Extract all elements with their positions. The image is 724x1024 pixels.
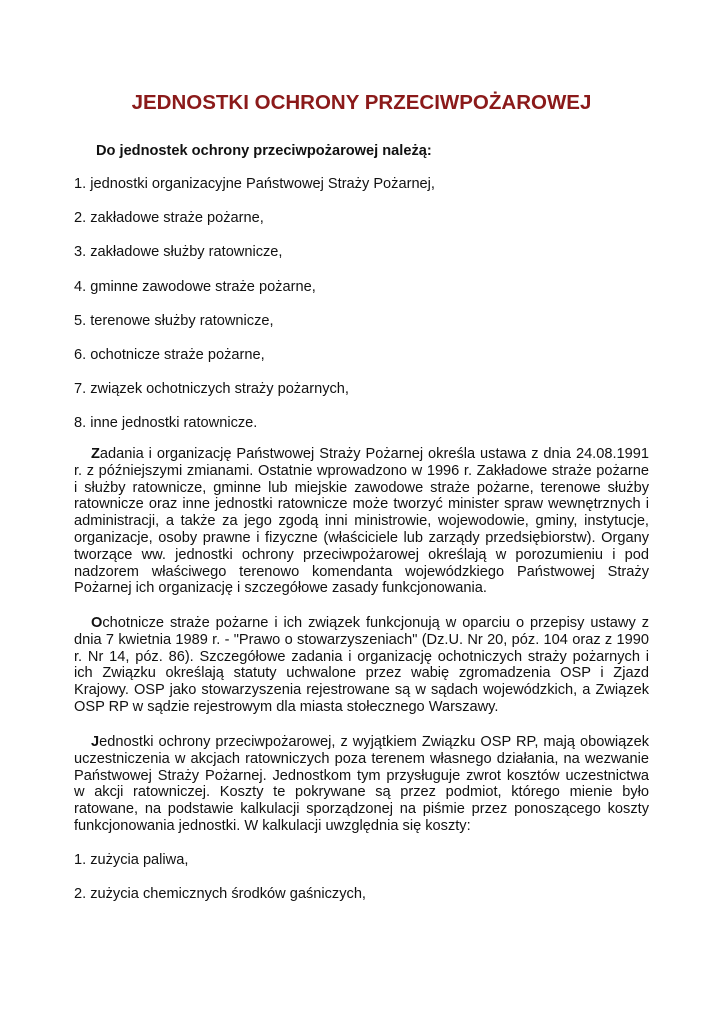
list-item: 5. terenowe służby ratownicze, (74, 313, 274, 329)
page-title: JEDNOSTKI OCHRONY PRZECIWPOŻAROWEJ (131, 91, 592, 114)
paragraph-initial: O (91, 615, 103, 631)
list-item: 3. zakładowe służby ratownicze, (74, 244, 283, 260)
section-intro: Do jednostek ochrony przeciwpożarowej należą: (96, 143, 432, 159)
paragraph-text: ednostki ochrony przeciwpożarowej, z wyjątkiem Związku OSP RP, mają obowiązek uczestniczenia w akcjach ratowniczych poza terenem własnego działania, na wezwanie Państwowej Straży Pożarnej. Jednostkom tym przysługuje zwrot kosztów uczestnictwa w akcji ratowniczej. Koszty te pokrywane są przez podmiot, którego mienie było ratowane, na podstawie kalkulacji sporządzonej na piśmie przez ponoszącego koszty funkcjonowania jednostki. W kalkulacji uwzględnia się koszty: (74, 734, 649, 834)
list-item: 7. związek ochotniczych straży pożarnych, (74, 381, 349, 397)
cost-list-item: 1. zużycia paliwa, (74, 852, 189, 868)
list-item: 4. gminne zawodowe straże pożarne, (74, 279, 316, 295)
paragraph-text: chotnicze straże pożarne i ich związek funkcjonują w oparciu o przepisy ustawy z dnia 7 kwietnia 1989 r. - "Prawo o stowarzyszeniach" (Dz.U. Nr 20, póz. 104 oraz z 1990 r. Nr 14, póz. 86). Szczegółowe zadania i organizację ochotniczych straży pożarnych i ich Związku określają statuty uchwalone przez wabię zgromadzenia OSP i Zjazd Krajowy. OSP jako stowarzyszenia rejestrowane są w sądach wojewódzkich, a Związek OSP RP w sądzie rejestrowym dla miasta stołecznego Warszawy. (74, 615, 649, 715)
paragraph-costs (74, 734, 649, 835)
list-item: 2. zakładowe straże pożarne, (74, 210, 264, 226)
list-item: 6. ochotnicze straże pożarne, (74, 347, 265, 363)
cost-list-item: 2. zużycia chemicznych środków gaśniczych, (74, 886, 366, 902)
paragraph-osp (74, 615, 649, 716)
paragraph-initial: J (91, 734, 100, 750)
paragraph-text: adania i organizację Państwowej Straży Pożarnej określa ustawa z dnia 24.08.1991 r. z późniejszymi zmianami. Ostatnie wprowadzono w 1996 r. Zakładowe straże pożarne i służby ratownicze, gminne lub miejskie zawodowe straże pożarne, terenowe służby ratownicze oraz inne jednostki ratownicze może tworzyć minister spraw wewnętrznych i administracji, a także za jego zgodą inni ministrowie, wojewodowie, gminy, instytucje, organizacje, osoby prawne i fizyczne (właściciele lub zarządy przedsiębiorstw). Organy tworzące ww. jednostki ochrony przeciwpożarowej określają w porozumieniu i pod nadzorem właściwego terenowo komendanta wojewódzkiego Państwowej Straży Pożarnej ich organizację i szczegółowe zasady funkcjonowania. (74, 446, 649, 597)
list-item: 1. jednostki organizacyjne Państwowej Straży Pożarnej, (74, 176, 435, 192)
list-item: 8. inne jednostki ratownicze. (74, 415, 258, 431)
paragraph-psp (74, 446, 649, 597)
paragraph-initial: Z (91, 446, 100, 462)
